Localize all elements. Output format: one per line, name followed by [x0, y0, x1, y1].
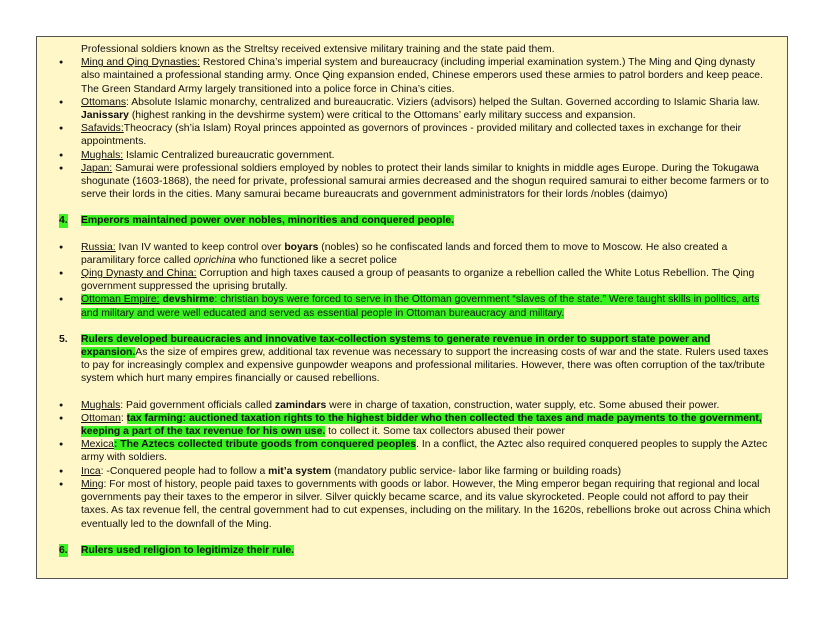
intro-line: Professional soldiers known as the Streltsy received extensive military training and the state paid them.	[81, 44, 555, 55]
list-item: ● Ottomans: Absolute Islamic monarchy, centralized and bureaucratic. Viziers (advisors) helped the Sultan. Governed according to Islamic Sharia law. Janissary (highest ranking in the devshirme system) were critical to the Ottomans’ early military success and expansion.	[81, 96, 777, 122]
list-item: ● Ottoman Empire: devshirme: christian boys were forced to serve in the Ottoman government “slaves of the state.” Were taught skills in politics, arts and military and were well educated and served as essential people in Ottoman bureaucracy and military.	[81, 293, 777, 319]
section3-list	[81, 56, 777, 201]
section4-list	[81, 241, 777, 320]
list-item: ● Mughals: Paid government officials called zamindars were in charge of taxation, construction, water supply, etc. Some abused their power.	[81, 399, 777, 412]
section5-list	[81, 399, 777, 531]
heading-5: 5. Rulers developed bureaucracies and innovative tax-collection systems to generate revenue in order to support state power and expansion.As the size of empires grew, additional tax revenue was necessary to support the increasing costs of war and the state. Rulers used taxes to pay for increasingly complex and expensive gunpowder weapons and professional militaries. However, there was often corruption of the tax/tribute system which hurt many empires financially or caused rebellions.	[59, 333, 769, 385]
document-box	[36, 36, 788, 579]
list-item: ● Qing Dynasty and China: Corruption and high taxes caused a group of peasants to organize a rebellion called the White Lotus Rebellion. The Qing government suppressed the uprising brutally.	[81, 267, 777, 293]
heading-6: 6. Rulers used religion to legitimize their rule.	[59, 544, 295, 556]
heading-4: 4. Emperors maintained power over nobles, minorities and conquered people.	[59, 215, 454, 227]
list-item: ● Ottoman: tax farming: auctioned taxation rights to the highest bidder who then collected the taxes and made payments to the government, keeping a part of the tax revenue for his own use. to collect it. Some tax collectors abused their power	[81, 412, 777, 438]
list-item: ● Ming and Qing Dynasties: Restored China’s imperial system and bureaucracy (including imperial examination system.) The Ming and Qing dynasty also maintained a professional standing army. Once Qing expansion ended, Chinese emperors used these armies to patrol borders and keep peace. The Green Standard Army largely transitioned into a police force in China’s cities.	[81, 56, 777, 96]
list-item: ● Ming: For most of history, people paid taxes to governments with goods or labor. However, the Ming emperor began requiring that regional and local governments pay their taxes to the emperor in silver. Silver quickly became scarce, and its value skyrocketed. People could not afford to pay their taxes. As tax revenue fell, the central government had to cut expenses, including on the military. In the 1620s, rebellions broke out across China which eventually led to the downfall of the Ming.	[81, 478, 777, 531]
list-item: ● Inca: -Conquered people had to follow a mit’a system (mandatory public service- labor like farming or building roads)	[81, 465, 777, 478]
list-item: ● Mughals: Islamic Centralized bureaucratic government.	[81, 149, 777, 162]
list-item: ● Japan: Samurai were professional soldiers employed by nobles to protect their lands similar to knights in middle ages Europe. During the Tokugawa shogunate (1603-1868), the need for private, professional samurai armies decreased and the shogun required samurai to either become farmers or to serve their lords in the cities. Many samurai became bureaucrats and government administrators for their lords /nobles (daimyo)	[81, 162, 777, 202]
list-item: ● Safavids:Theocracy (sh’ia Islam) Royal princes appointed as governors of provinces - provided military and collected taxes in exchange for their appointments.	[81, 122, 777, 148]
list-item: ● Mexica: The Aztecs collected tribute goods from conquered peoples. In a conflict, the Aztec also required conquered peoples to supply the Aztec army with soldiers.	[81, 438, 777, 464]
list-item: ● Russia: Ivan IV wanted to keep control over boyars (nobles) so he confiscated lands and forced them to move to Moscow. He also created a paramilitary force called oprichina who functioned like a secret police	[81, 241, 777, 267]
